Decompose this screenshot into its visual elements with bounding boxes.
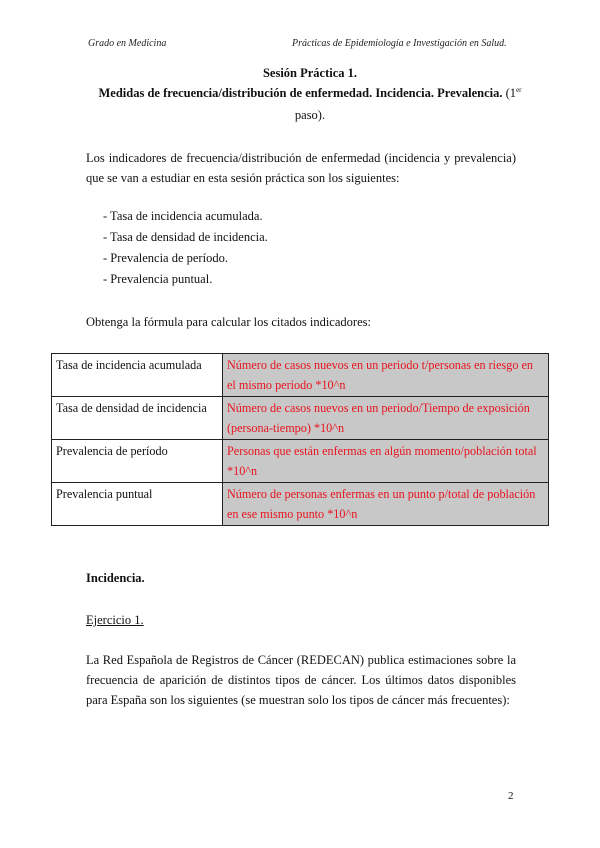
exercise-heading: Ejercicio 1. (86, 613, 144, 627)
indicator-name: Prevalencia puntual (52, 483, 223, 526)
subtitle-sup: er (516, 86, 522, 94)
session-subtitle (60, 86, 560, 101)
session-title: Sesión Práctica 1. (262, 66, 358, 80)
list-item: - Prevalencia puntual. (103, 272, 213, 286)
indicator-name: Tasa de incidencia acumulada (52, 354, 223, 397)
exercise-paragraph: La Red Española de Registros de Cáncer (REDECAN) publica estimaciones sobre la frecuencia de aparición de distintos tipos de cáncer. Los últimos datos disponibles para España son los siguientes (se muestran solo los tipos de cáncer más frecuentes): (86, 653, 516, 707)
formula-table (51, 353, 549, 526)
table-row (52, 354, 549, 397)
formula-answer: Número de casos nuevos en un periodo t/personas en riesgo en el mismo periodo *10^n (223, 354, 549, 397)
list-item: - Tasa de densidad de incidencia. (103, 230, 268, 244)
subtitle-rest: (1 (505, 86, 517, 101)
table-row (52, 483, 549, 526)
table-row (52, 440, 549, 483)
list-item: - Tasa de incidencia acumulada. (103, 209, 263, 223)
page-number: 2 (508, 790, 514, 802)
formula-answer: Número de personas enfermas en un punto p/total de población en ese mismo punto *10^n (223, 483, 549, 526)
indicator-name: Tasa de densidad de incidencia (52, 397, 223, 440)
list-item: - Prevalencia de período. (103, 251, 228, 265)
indicator-name: Prevalencia de período (52, 440, 223, 483)
formula-answer: Número de casos nuevos en un periodo/Tiempo de exposición (persona-tiempo) *10^n (223, 397, 549, 440)
subtitle-bold: Medidas de frecuencia/distribución de enfermedad. Incidencia. Prevalencia. (98, 86, 503, 101)
section-heading: Incidencia. (86, 571, 145, 585)
instruction-text: Obtenga la fórmula para calcular los citados indicadores: (86, 315, 371, 329)
header-left: Grado en Medicina (88, 38, 167, 49)
header-right: Prácticas de Epidemiología e Investigación en Salud. (292, 38, 507, 49)
table-row (52, 397, 549, 440)
formula-answer: Personas que están enfermas en algún momento/población total *10^n (223, 440, 549, 483)
intro-paragraph: Los indicadores de frecuencia/distribución de enfermedad (incidencia y prevalencia) que se van a estudiar en esta sesión práctica son los siguientes: (86, 151, 516, 185)
indicator-list (103, 206, 268, 290)
subtitle-continuation: paso). (294, 108, 326, 122)
